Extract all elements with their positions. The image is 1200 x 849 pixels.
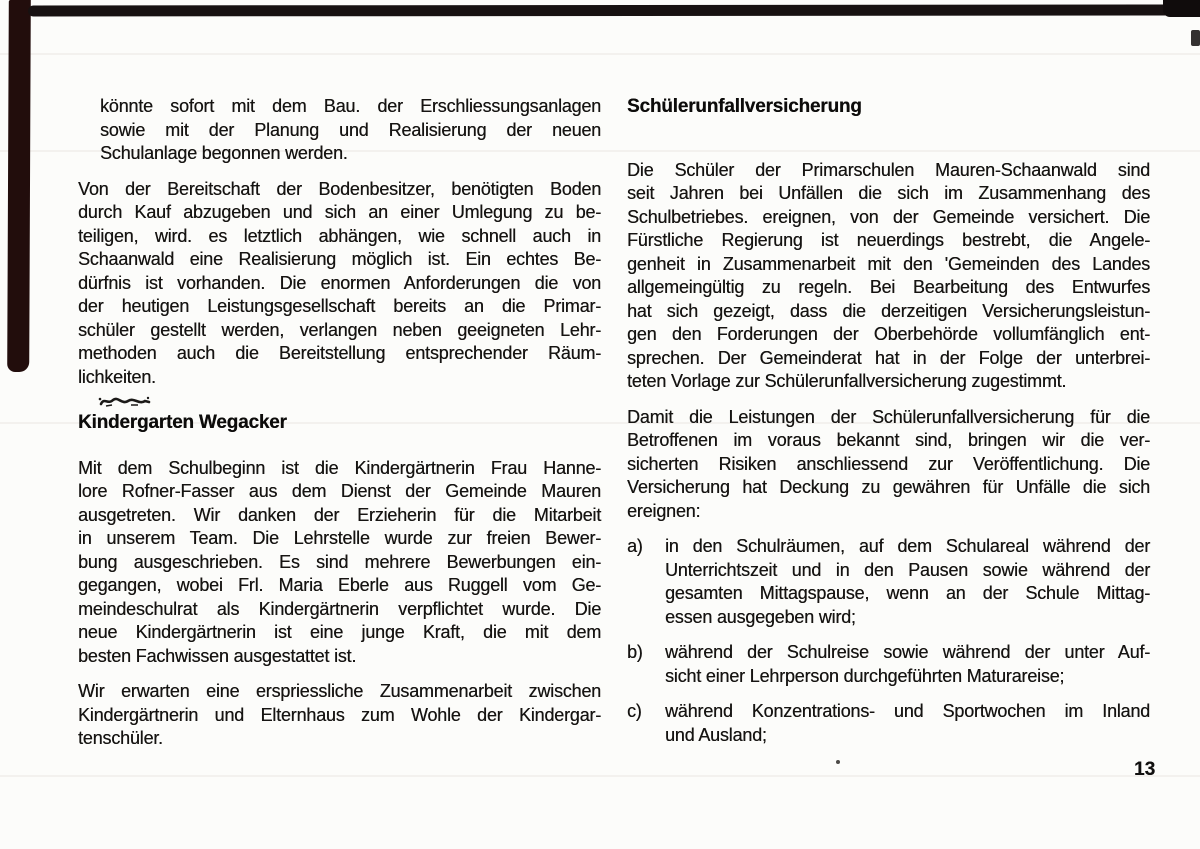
text-line: hat sich gezeigt, dass die derzeitigen Versicherungsleistun- [627,300,1150,321]
text-line: könnte sofort mit dem Bau. der Erschliessungsanlagen [100,96,601,116]
paragraph [627,159,1150,394]
page-number: 13 [1134,759,1156,780]
list-item-text [665,641,1150,688]
scan-artifact-top-bar [28,4,1174,16]
text-line: der heutigen Leistungsgesellschaft bereits an die Primar- [78,296,601,316]
section-heading-unfallversicherung: Schülerunfallversicherung [627,96,862,117]
text-line: dürfnis ist vorhanden. Die enormen Anforderungen die von [78,272,601,293]
text-line: neue Kindergärtnerin ist eine junge Kraft, die mit dem [78,622,601,642]
paragraph [78,178,601,390]
text-line: Schaanwald eine Realisierung möglich ist. Ein echtes Be- [78,249,601,269]
paragraph [78,680,601,751]
section-heading-kindergarten: Kindergarten Wegacker [78,412,287,433]
text-line: Versicherung hat Deckung zu gewähren für Unfälle die sich [627,477,1150,497]
text-line: während Konzentrations- und Sportwochen im Inland [665,701,1150,721]
left-column [78,95,601,751]
text-line: besten Fachwissen ausgestattet ist. [78,645,357,666]
text-line: Mit dem Schulbeginn ist die Kindergärtnerin Frau Hanne- [78,457,601,478]
text-line: bung ausgeschrieben. Es sind mehrere Bewerbungen ein- [78,551,601,572]
text-line: gegangen, wobei Frl. Maria Eberle aus Ruggell vom Ge- [78,575,601,595]
text-line: essen ausgegeben wird; [665,606,856,627]
text-line: lore Rofner-Fasser aus dem Dienst der Gemeinde Mauren [78,481,601,501]
text-line: teten Vorlage zur Schülerunfallversicherung zugestimmt. [627,371,1067,391]
text-line: in den Schulräumen, auf dem Schulareal während der [665,536,1150,556]
scan-streak [0,53,1200,55]
text-line: sicht einer Lehrperson durchgeführten Maturareise; [665,665,1065,686]
text-line: seit Jahren bei Unfällen die sich im Zusammenhang des [627,183,1150,203]
text-line: in unserem Team. Die Lehrstelle wurde zur freien Bewer- [78,528,601,548]
text-line: durch Kauf abzugeben und sich an einer Umlegung zu be- [78,202,601,222]
text-line: Kindergärtnerin und Elternhaus zum Wohle der Kindergar- [78,704,601,725]
text-line: Betroffenen im voraus bekannt sind, bringen wir die ver- [627,430,1150,450]
text-line: gesamten Mittagspause, wenn an der Schule Mittag- [665,583,1150,603]
list-item-a [627,535,1150,629]
text-line: Damit die Leistungen der Schülerunfallversicherung für die [627,406,1150,427]
ink-smudge [98,391,601,405]
text-line: während der Schulreise sowie während der unter Auf- [665,642,1150,662]
list-item-label: a) [627,536,643,556]
paragraph [78,95,601,166]
scan-artifact-left-bar [7,0,31,372]
text-line: sowie mit der Planung und Realisierung der neuen [100,119,601,140]
scan-artifact-corner-blob [1163,0,1200,17]
scan-artifact-right-dash [1191,30,1200,46]
list-item-text [665,700,1150,747]
text-line: und Ausland; [665,724,767,745]
list-item-b [627,641,1150,688]
text-line: ausgetreten. Wir danken der Erzieherin für die Mitarbeit [78,504,601,525]
paragraph [627,406,1150,524]
text-line: lichkeiten. [78,366,156,387]
text-line: methoden auch die Bereitstellung entsprechender Räum- [78,343,601,363]
scan-artifact-dot [836,760,840,764]
list-item-text [665,535,1150,629]
text-line: tenschüler. [78,728,163,748]
text-line: Schulbetriebes. ereignen, von der Gemeinde versichert. Die [627,206,1150,227]
paragraph [78,457,601,669]
list-item-label: b) [627,642,643,662]
text-line: Unterrichtszeit und in den Pausen sowie während der [665,559,1150,580]
text-line: Von der Bereitschaft der Bodenbesitzer, benötigten Boden [78,178,601,199]
text-line: gen den Forderungen der Oberbehörde vollumfänglich ent- [627,324,1150,344]
text-line: allgemeingültig zu regeln. Bei Bearbeitung des Entwurfes [627,277,1150,297]
text-line: sprechen. Der Gemeinderat hat in der Folge der unterbrei- [627,347,1150,368]
text-line: Fürstliche Regierung ist neuerdings bestrebt, die Angele- [627,230,1150,250]
text-line: Wir erwarten eine erspriessliche Zusammenarbeit zwischen [78,681,601,701]
text-line: teiligen, wird. es letztlich abhängen, wie schnell auch in [78,225,601,246]
text-line: schüler gestellt werden, verlangen neben geeigneten Lehr- [78,319,601,340]
list-item-c [627,700,1150,747]
list-item-label: c) [627,701,642,721]
text-line: genheit in Zusammenarbeit mit den 'Gemeinden des Landes [627,253,1150,274]
right-column [627,95,1150,747]
text-line: Schulanlage begonnen werden. [100,143,348,163]
ink-smudge-icon [98,394,152,408]
text-line: meindeschulrat als Kindergärtnerin verpflichtet wurde. Die [78,598,601,619]
text-line: Die Schüler der Primarschulen Mauren-Schaanwald sind [627,159,1150,180]
text-line: ereignen: [627,500,701,521]
text-line: sicherten Risiken anschliessend zur Veröffentlichung. Die [627,453,1150,474]
scan-streak [0,775,1200,777]
